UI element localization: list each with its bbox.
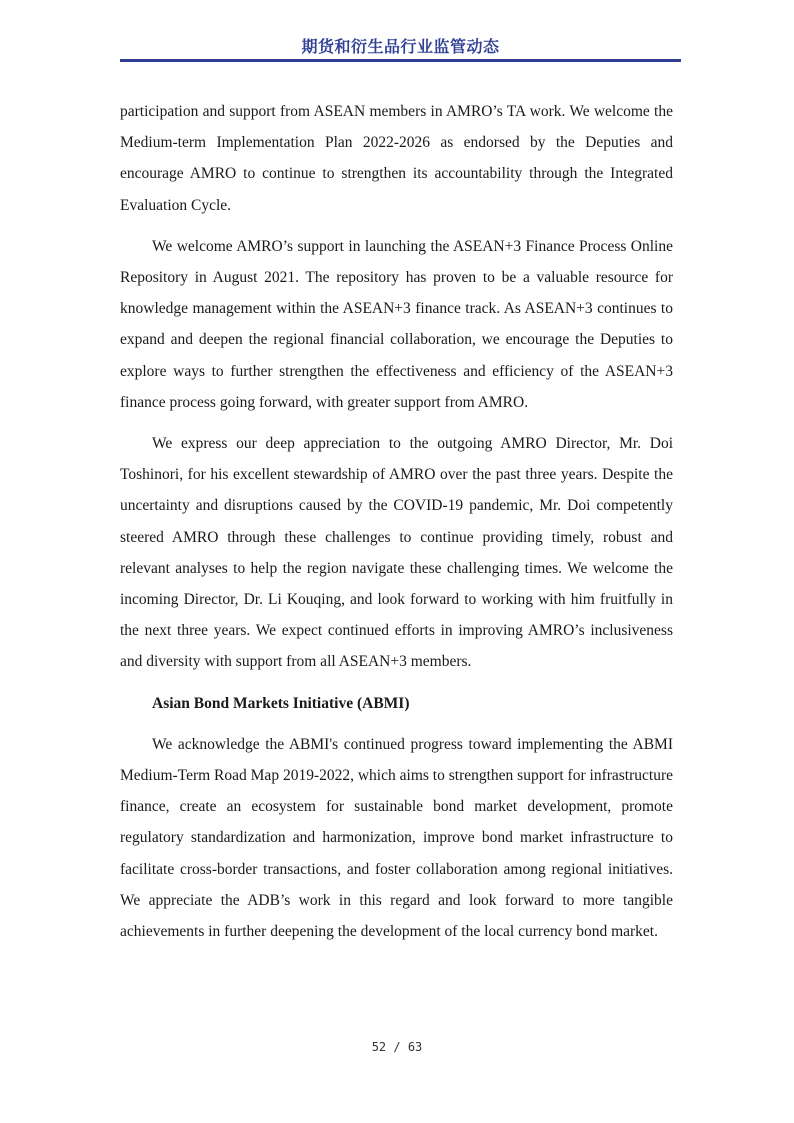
page-number: 52 / 63	[371, 1040, 423, 1054]
document-body	[120, 96, 673, 957]
header-title: 期货和衍生品行业监管动态	[301, 37, 500, 56]
section-heading-abmi: Asian Bond Markets Initiative (ABMI)	[152, 694, 410, 712]
body-paragraph-1: participation and support from ASEAN members in AMRO’s TA work. We welcome the Medium-term Implementation Plan 2022-2026 as endorsed by the Deputies and encourage AMRO to continue to strengthen its accountability through the Integrated Evaluation Cycle.	[120, 103, 673, 214]
body-paragraph-2: We welcome AMRO’s support in launching the ASEAN+3 Finance Process Online Repository in August 2021. The repository has proven to be a valuable resource for knowledge management within the ASEAN+3 finance track. As ASEAN+3 continues to expand and deepen the regional financial collaboration, we encourage the Deputies to explore ways to further strengthen the effectiveness and efficiency of the ASEAN+3 finance process going forward, with greater support from AMRO.	[120, 237, 673, 411]
body-paragraph-4: We acknowledge the ABMI's continued progress toward implementing the ABMI Medium-Term Road Map 2019-2022, which aims to strengthen support for infrastructure finance, create an ecosystem for sustainable bond market development, promote regulatory standardization and harmonization, improve bond market infrastructure to facilitate cross-border transactions, and foster collaboration among regional initiatives. We appreciate the ADB’s work in this regard and look forward to more tangible achievements in further deepening the development of the local currency bond market.	[120, 735, 673, 941]
header-divider	[120, 59, 681, 62]
page-header	[120, 34, 681, 60]
body-paragraph-3: We express our deep appreciation to the outgoing AMRO Director, Mr. Doi Toshinori, for his excellent stewardship of AMRO over the past three years. Despite the uncertainty and disruptions caused by the COVID-19 pandemic, Mr. Doi competently steered AMRO through these challenges to continue providing timely, robust and relevant analyses to help the region navigate these challenging times. We welcome the incoming Director, Dr. Li Kouqing, and look forward to working with him fruitfully in the next three years. We expect continued efforts in improving AMRO’s inclusiveness and diversity with support from all ASEAN+3 members.	[120, 435, 673, 671]
